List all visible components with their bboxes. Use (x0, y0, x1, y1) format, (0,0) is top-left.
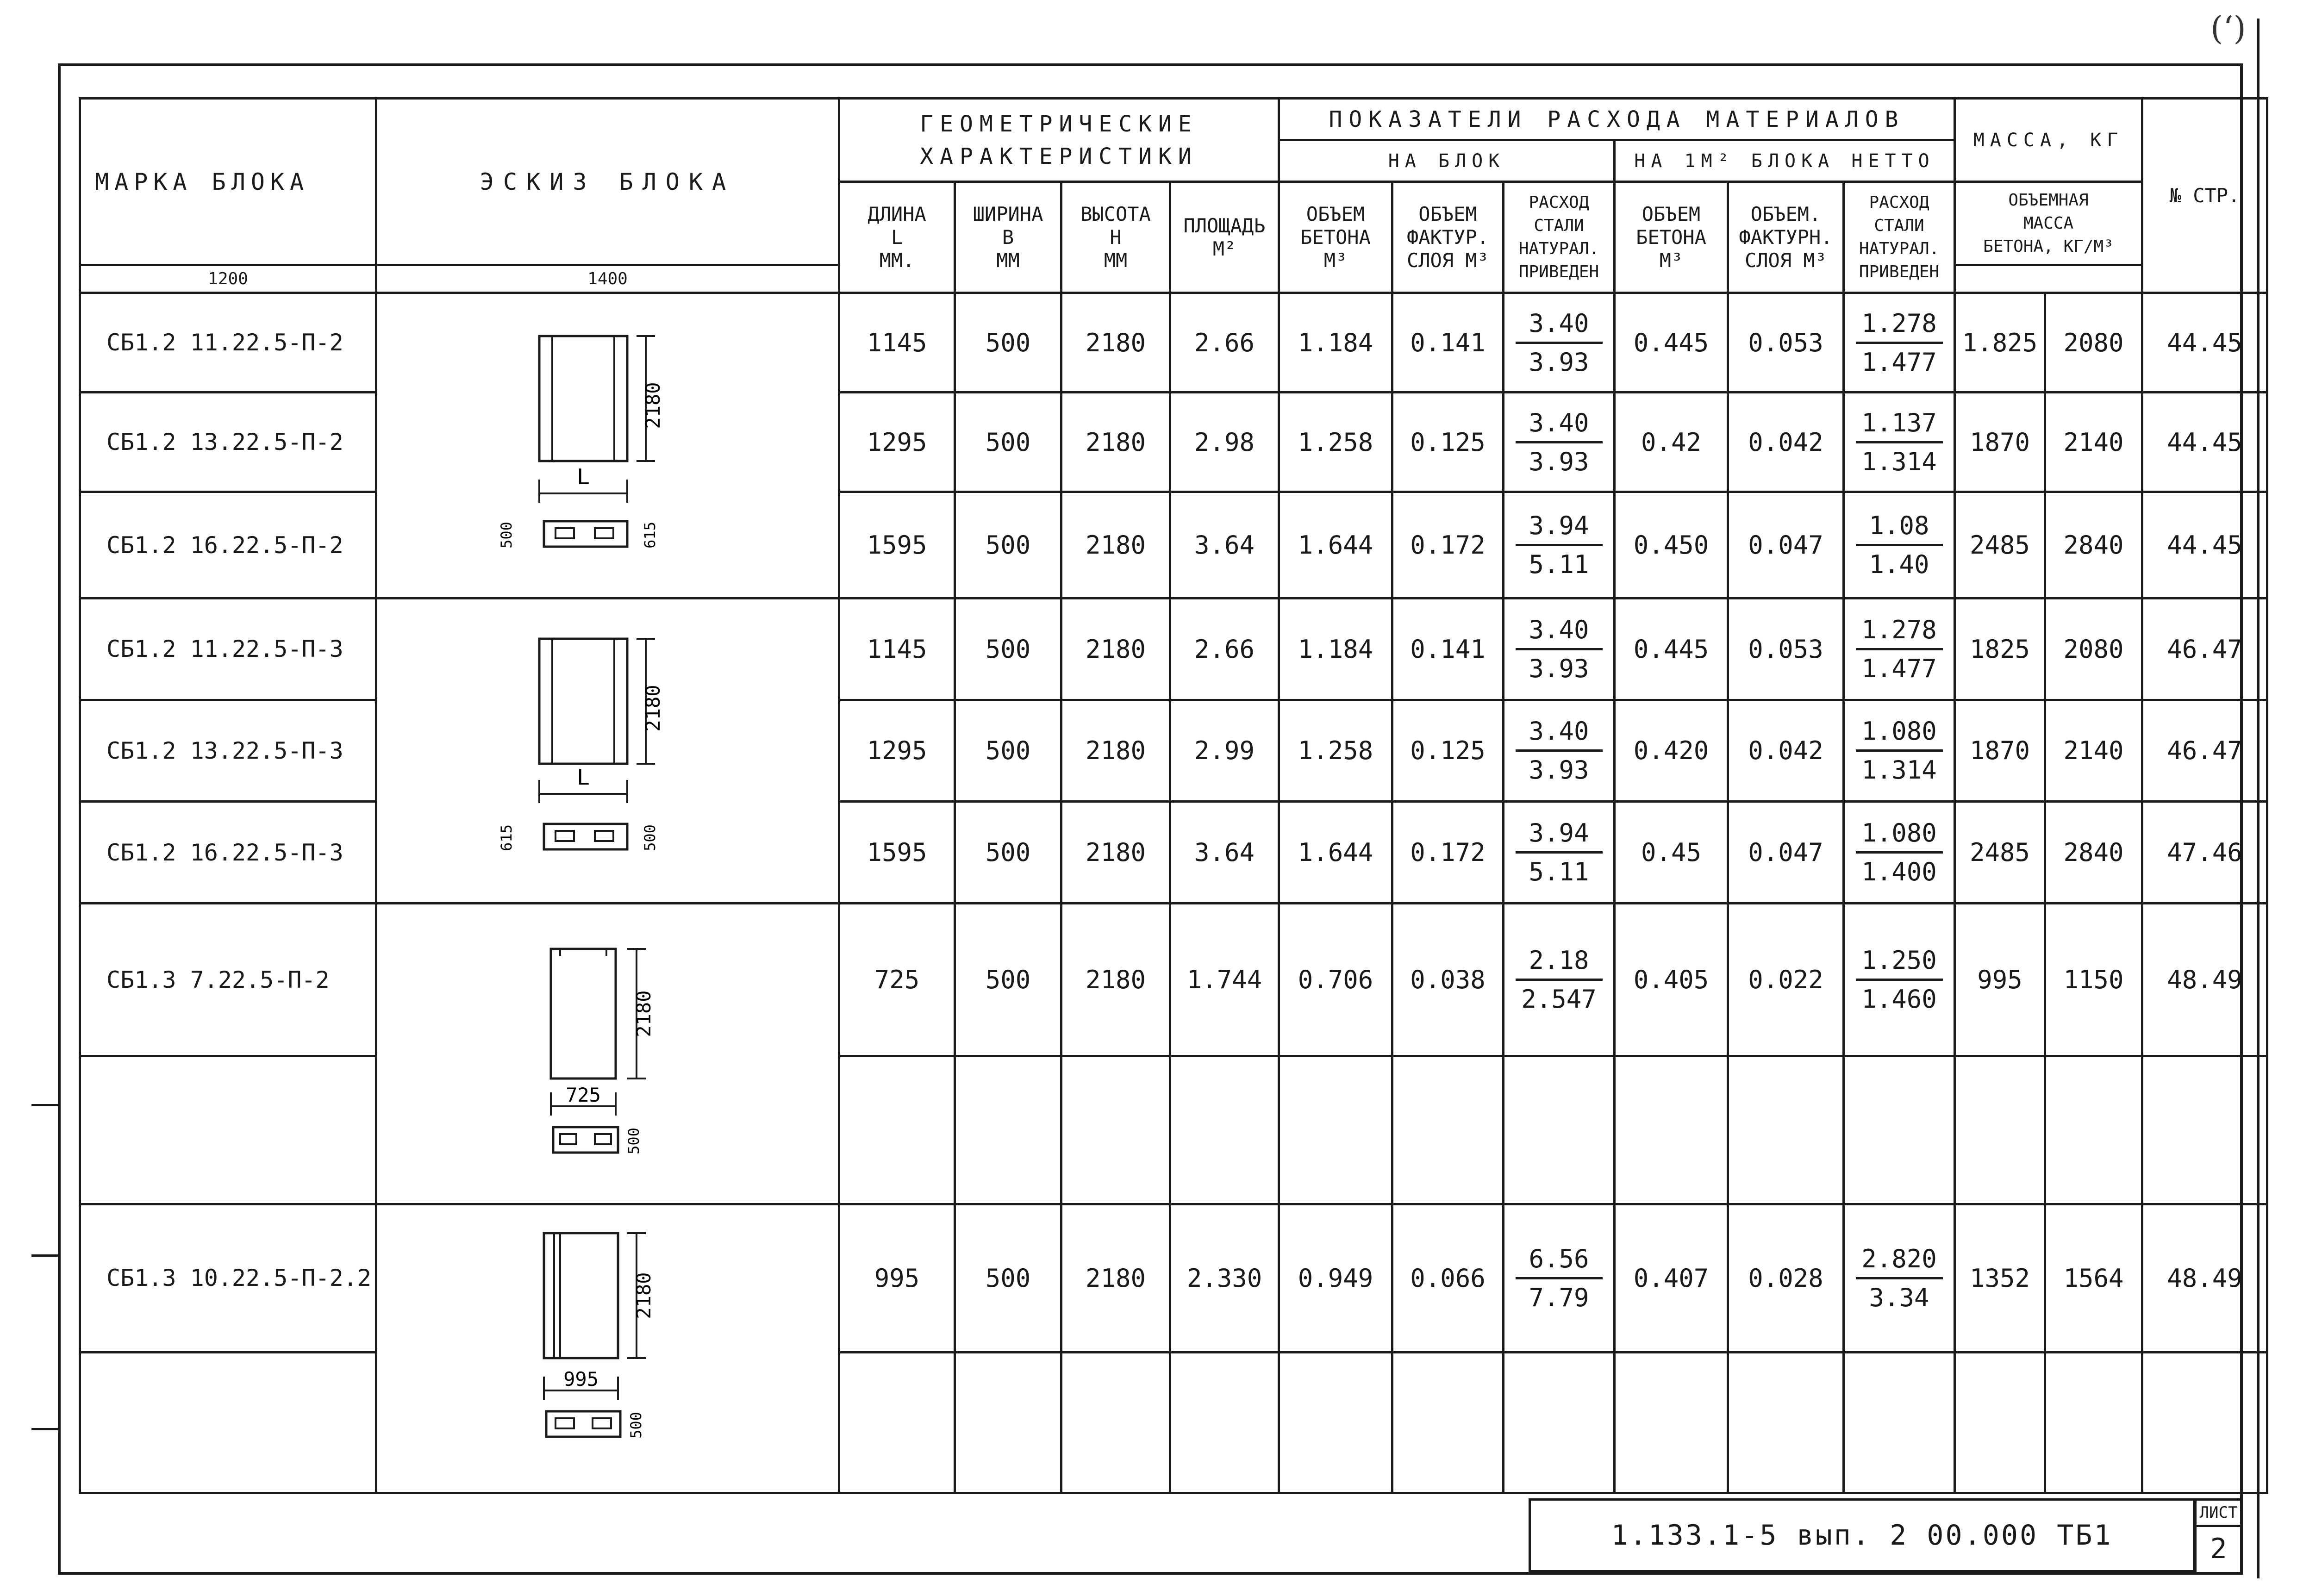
vol-facing-m2-value: 0.053 (1728, 598, 1844, 700)
header-per-block: НА БЛОК (1279, 140, 1615, 182)
block-mark: СБ1.2 11.22.5-П-2 (80, 293, 376, 393)
sketch-block-995 (376, 1204, 839, 1493)
steel-value: $\frac{3.40}{3.93}$ (1504, 393, 1615, 492)
block-mark: СБ1.2 13.22.5-П-3 (80, 700, 376, 802)
vol-concrete-value: 1.644 (1279, 802, 1392, 904)
header-geometry: ГЕОМЕТРИЧЕСКИЕ ХАРАКТЕРИСТИКИ (839, 99, 1279, 182)
width-value: 500 (955, 802, 1061, 904)
empty-cell (1170, 1352, 1279, 1493)
empty-cell (2142, 1352, 2267, 1493)
steel-value: $\frac{3.40}{3.93}$ (1504, 700, 1615, 802)
mass-1400-value: 2840 (2045, 802, 2142, 904)
empty-cell (1170, 1056, 1279, 1204)
area-value: 2.66 (1170, 598, 1279, 700)
mass-1400-value: 1150 (2045, 904, 2142, 1056)
mass-1200-value: 1825 (1955, 598, 2045, 700)
sheet-label: ЛИСТ (2197, 1501, 2241, 1527)
steel-value: $\frac{2.18}{2.547}$ (1504, 904, 1615, 1056)
empty-cell (955, 1352, 1061, 1493)
area-value: 1.744 (1170, 904, 1279, 1056)
steel-m2-value: $\frac{1.278}{1.477}$ (1844, 293, 1955, 393)
sketch-length-label: 995 (563, 1368, 599, 1390)
header-per-m2: НА 1М² БЛОКА НЕТТО (1615, 140, 1955, 182)
length-value: 1595 (839, 492, 955, 598)
header-density: ОБЪЕМНАЯ МАССА БЕТОНА, КГ/М³ (1955, 182, 2142, 265)
header-length: ДЛИНА L ММ. (839, 182, 955, 293)
block-spec-table (79, 97, 2268, 1494)
page-value: 46.47 (2142, 598, 2267, 700)
block-mark: СБ1.2 11.22.5-П-3 (80, 598, 376, 700)
document-stamp: 1.133.1-5 вып. 2 00.000 ТБ1 (1529, 1498, 2195, 1572)
sketch-height-label: 2180 (632, 990, 655, 1037)
header-vol-facing-m2: ОБЪЕМ. ФАКТУРН. СЛОЯ М³ (1728, 182, 1844, 293)
sketch-length-label: L (577, 464, 590, 489)
margin-tick (31, 1104, 59, 1106)
height-value: 2180 (1061, 492, 1170, 598)
vol-facing-value: 0.172 (1392, 492, 1504, 598)
margin-tick (31, 1428, 59, 1430)
length-value: 995 (839, 1204, 955, 1353)
header-vol-concrete: ОБЪЕМ БЕТОНА М³ (1279, 182, 1392, 293)
empty-cell (1728, 1352, 1844, 1493)
sketch-width-label: 500 (625, 1127, 643, 1154)
sketch-block-p3 (376, 598, 839, 904)
empty-cell (839, 1056, 955, 1204)
mass-1200-value: 1.825 (1955, 293, 2045, 393)
vol-facing-value: 0.066 (1392, 1204, 1504, 1353)
empty-cell (1844, 1056, 1955, 1204)
steel-m2-value: $\frac{1.278}{1.477}$ (1844, 598, 1955, 700)
sketch-height-label: 2180 (632, 1272, 655, 1319)
mass-1400-value: 1564 (2045, 1204, 2142, 1353)
area-value: 2.66 (1170, 293, 1279, 393)
block-mark: СБ1.3 10.22.5-П-2.2 (80, 1204, 376, 1353)
steel-value: $\frac{6.56}{7.79}$ (1504, 1204, 1615, 1353)
empty-cell (1061, 1352, 1170, 1493)
vol-concrete-value: 0.706 (1279, 904, 1392, 1056)
empty-cell (80, 1352, 376, 1493)
height-value: 2180 (1061, 802, 1170, 904)
sheet-number: 2 (2210, 1533, 2227, 1565)
area-value: 2.99 (1170, 700, 1279, 802)
sketch-width-label: 615 (498, 824, 515, 851)
mass-1400-value: 2840 (2045, 492, 2142, 598)
block-mark: СБ1.2 16.22.5-П-2 (80, 492, 376, 598)
area-value: 2.330 (1170, 1204, 1279, 1353)
corner-mark: (ʻ) (2210, 9, 2246, 47)
header-density-1200: 1200 (80, 265, 376, 293)
vol-facing-value: 0.141 (1392, 293, 1504, 393)
header-page-no: № СТР. (2142, 99, 2267, 293)
steel-m2-value: $\frac{1.080}{1.314}$ (1844, 700, 1955, 802)
vol-concrete-value: 1.184 (1279, 293, 1392, 393)
empty-cell (2045, 1056, 2142, 1204)
sketch-block-725 (376, 904, 839, 1204)
header-mark: МАРКА БЛОКА (80, 99, 376, 265)
vol-concrete-m2-value: 0.45 (1615, 802, 1728, 904)
header-height: ВЫСОТА Н ММ (1061, 182, 1170, 293)
mass-1200-value: 1870 (1955, 700, 2045, 802)
length-value: 725 (839, 904, 955, 1056)
steel-value: $\frac{3.40}{3.93}$ (1504, 598, 1615, 700)
page-value: 47.46 (2142, 802, 2267, 904)
steel-m2-value: $\frac{1.137}{1.314}$ (1844, 393, 1955, 492)
height-value: 2180 (1061, 393, 1170, 492)
vol-facing-m2-value: 0.053 (1728, 293, 1844, 393)
empty-cell (1615, 1352, 1728, 1493)
mass-1200-value: 1352 (1955, 1204, 2045, 1353)
block-mark: СБ1.2 16.22.5-П-3 (80, 802, 376, 904)
empty-cell (1279, 1056, 1392, 1204)
mass-1400-value: 2140 (2045, 700, 2142, 802)
height-value: 2180 (1061, 904, 1170, 1056)
header-width: ШИРИНА В ММ (955, 182, 1061, 293)
sketch-width-label: 615 (641, 521, 659, 549)
mass-1200-value: 995 (1955, 904, 2045, 1056)
vol-facing-m2-value: 0.047 (1728, 802, 1844, 904)
table-row (80, 598, 2267, 700)
empty-cell (1728, 1056, 1844, 1204)
sketch-height-label: 2180 (642, 685, 664, 732)
empty-cell (80, 1056, 376, 1204)
vol-facing-value: 0.038 (1392, 904, 1504, 1056)
width-value: 500 (955, 598, 1061, 700)
sketch-width-label: 500 (627, 1412, 645, 1439)
header-density-1400: 1400 (376, 265, 839, 293)
vol-facing-m2-value: 0.047 (1728, 492, 1844, 598)
header-steel-m2: РАСХОД СТАЛИ НАТУРАЛ. ПРИВЕДЕН (1844, 182, 1955, 293)
width-value: 500 (955, 492, 1061, 598)
empty-cell (955, 1056, 1061, 1204)
length-value: 1295 (839, 700, 955, 802)
block-sketch-drawing (377, 294, 839, 595)
sketch-length-label: L (577, 765, 590, 790)
vol-concrete-m2-value: 0.42 (1615, 393, 1728, 492)
empty-cell (1279, 1352, 1392, 1493)
empty-cell (2142, 1056, 2267, 1204)
steel-value: $\frac{3.40}{3.93}$ (1504, 293, 1615, 393)
length-value: 1145 (839, 598, 955, 700)
width-value: 500 (955, 700, 1061, 802)
empty-cell (1955, 1056, 2045, 1204)
mass-1400-value: 2140 (2045, 393, 2142, 492)
height-value: 2180 (1061, 293, 1170, 393)
block-mark: СБ1.3 7.22.5-П-2 (80, 904, 376, 1056)
area-value: 3.64 (1170, 802, 1279, 904)
sketch-length-label: 725 (566, 1083, 601, 1106)
vol-concrete-m2-value: 0.445 (1615, 598, 1728, 700)
header-consumption: ПОКАЗАТЕЛИ РАСХОДА МАТЕРИАЛОВ (1279, 99, 1955, 140)
width-value: 500 (955, 1204, 1061, 1353)
empty-cell (839, 1352, 955, 1493)
length-value: 1145 (839, 293, 955, 393)
sketch-height-label: 2180 (642, 381, 664, 429)
block-mark: СБ1.2 13.22.5-П-2 (80, 393, 376, 492)
empty-cell (1504, 1352, 1615, 1493)
empty-cell (2045, 1352, 2142, 1493)
vol-concrete-m2-value: 0.450 (1615, 492, 1728, 598)
steel-value: $\frac{3.94}{5.11}$ (1504, 492, 1615, 598)
mass-1200-value: 2485 (1955, 492, 2045, 598)
block-sketch-drawing (377, 599, 839, 900)
vol-concrete-value: 1.258 (1279, 700, 1392, 802)
empty-cell (1615, 1056, 1728, 1204)
page-value: 46.47 (2142, 700, 2267, 802)
sketch-width-label: 500 (641, 824, 659, 851)
vol-facing-value: 0.172 (1392, 802, 1504, 904)
empty-cell (1504, 1056, 1615, 1204)
header-vol-concrete-m2: ОБЪЕМ БЕТОНА М³ (1615, 182, 1728, 293)
length-value: 1595 (839, 802, 955, 904)
empty-cell (1392, 1056, 1504, 1204)
vol-concrete-value: 1.258 (1279, 393, 1392, 492)
empty-cell (1392, 1352, 1504, 1493)
sketch-block-p2 (376, 293, 839, 598)
page-value: 48.49 (2142, 1204, 2267, 1353)
block-sketch-drawing (377, 905, 839, 1201)
margin-tick (31, 1254, 59, 1257)
vol-concrete-value: 0.949 (1279, 1204, 1392, 1353)
mass-1400-value: 2080 (2045, 598, 2142, 700)
vol-facing-value: 0.125 (1392, 393, 1504, 492)
empty-cell (1061, 1056, 1170, 1204)
vol-concrete-m2-value: 0.445 (1615, 293, 1728, 393)
length-value: 1295 (839, 393, 955, 492)
vol-facing-m2-value: 0.042 (1728, 393, 1844, 492)
width-value: 500 (955, 904, 1061, 1056)
vol-facing-m2-value: 0.022 (1728, 904, 1844, 1056)
area-value: 3.64 (1170, 492, 1279, 598)
header-steel: РАСХОД СТАЛИ НАТУРАЛ. ПРИВЕДЕН (1504, 182, 1615, 293)
height-value: 2180 (1061, 598, 1170, 700)
empty-cell (1955, 1352, 2045, 1493)
vol-concrete-value: 1.184 (1279, 598, 1392, 700)
header-mass: МАССА, КГ (1955, 99, 2142, 182)
sheet-box (2194, 1498, 2243, 1575)
steel-m2-value: $\frac{1.080}{1.400}$ (1844, 802, 1955, 904)
steel-m2-value: $\frac{2.820}{3.34}$ (1844, 1204, 1955, 1353)
vol-facing-value: 0.141 (1392, 598, 1504, 700)
vol-concrete-m2-value: 0.420 (1615, 700, 1728, 802)
area-value: 2.98 (1170, 393, 1279, 492)
height-value: 2180 (1061, 700, 1170, 802)
vol-concrete-m2-value: 0.405 (1615, 904, 1728, 1056)
page-value: 44.45 (2142, 393, 2267, 492)
header-sketch: ЭСКИЗ БЛОКА (376, 99, 839, 265)
table-row (80, 1204, 2267, 1353)
page-value: 44.45 (2142, 293, 2267, 393)
steel-value: $\frac{3.94}{5.11}$ (1504, 802, 1615, 904)
width-value: 500 (955, 393, 1061, 492)
vol-facing-value: 0.125 (1392, 700, 1504, 802)
header-area: ПЛОЩАДЬ М² (1170, 182, 1279, 293)
vol-facing-m2-value: 0.028 (1728, 1204, 1844, 1353)
table-row (80, 904, 2267, 1056)
width-value: 500 (955, 293, 1061, 393)
sketch-width-label: 500 (498, 521, 515, 549)
empty-cell (1844, 1352, 1955, 1493)
height-value: 2180 (1061, 1204, 1170, 1353)
page-value: 48.49 (2142, 904, 2267, 1056)
block-sketch-drawing (377, 1205, 839, 1490)
mass-1200-value: 1870 (1955, 393, 2045, 492)
steel-m2-value: $\frac{1.250}{1.460}$ (1844, 904, 1955, 1056)
page-value: 44.45 (2142, 492, 2267, 598)
vol-concrete-m2-value: 0.407 (1615, 1204, 1728, 1353)
steel-m2-value: $\frac{1.08}{1.40}$ (1844, 492, 1955, 598)
mass-1400-value: 2080 (2045, 293, 2142, 393)
mass-1200-value: 2485 (1955, 802, 2045, 904)
vol-concrete-value: 1.644 (1279, 492, 1392, 598)
vol-facing-m2-value: 0.042 (1728, 700, 1844, 802)
header-vol-facing: ОБЪЕМ ФАКТУР. СЛОЯ М³ (1392, 182, 1504, 293)
table-row (80, 293, 2267, 393)
